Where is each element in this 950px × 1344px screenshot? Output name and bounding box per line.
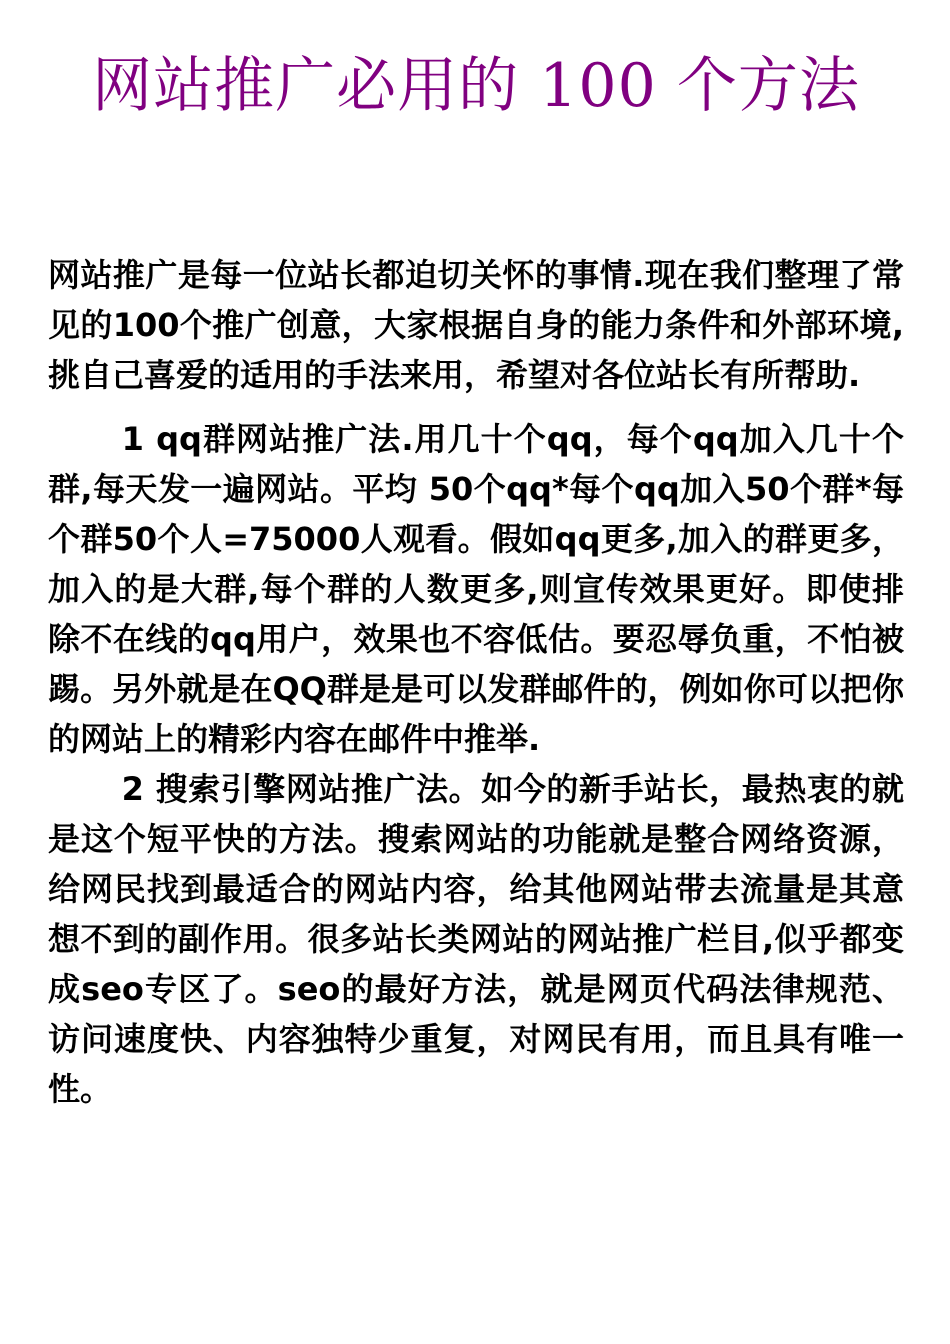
method-2-paragraph: 2 搜索引擎网站推广法。如今的新手站长，最热衷的就是这个短平快的方法。搜索网站的功能就是整合网络资源，给网民找到最适合的网站内容，给其他网站带去流量是其意想不到的副作用。很多站长类网站的网站推广栏目,似乎都变成seo专区了。seo的最好方法，就是网页代码法律规范、访问速度快、内容独特少重复，对网民有用，而且具有唯一性。 [48, 770, 904, 1108]
intro-paragraph: 网站推广是每一位站长都迫切关怀的事情.现在我们整理了常见的100个推广创意，大家根据自身的能力条件和外部环境,挑自己喜爱的适用的手法来用，希望对各位站长有所帮助. [48, 256, 904, 394]
document-title: 网站推广必用的 100 个方法 [92, 51, 860, 121]
document-body [48, 250, 904, 1114]
method-1-paragraph: 1 qq群网站推广法.用几十个qq，每个qq加入几十个群,每天发一遍网站。平均 50个qq*每个qq加入50个群*每个群50个人=75000人观看。假如qq更多,加入的群更多，加入的是大群,每个群的人数更多,则宣传效果更好。即使排除不在线的qq用户，效果也不容低估。要忍辱负重，不怕被踢。另外就是在QQ群是是可以发群邮件的，例如你可以把你的网站上的精彩内容在邮件中推举. [48, 420, 904, 758]
